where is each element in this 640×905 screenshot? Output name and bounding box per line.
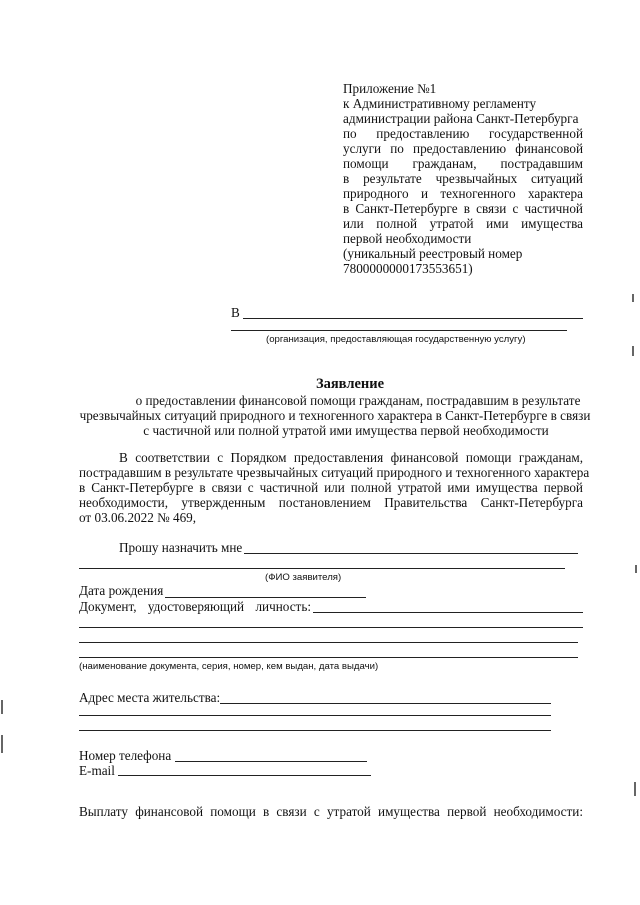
appendix-line: 7800000000173553651) <box>343 261 473 276</box>
subtitle-line: с частичной или полной утратой ими имущества первой необходимости <box>143 423 549 438</box>
appendix-line: к Административному регламенту <box>343 96 537 111</box>
phone-field[interactable] <box>175 761 367 762</box>
scan-edge-mark <box>632 294 634 302</box>
intro-line: В соответствии с Порядком предоставления финансовой помощи гражданам, <box>119 450 583 465</box>
appendix-line: услуги по предоставлению финансовой <box>343 141 583 156</box>
birth-date-field[interactable] <box>165 597 366 598</box>
address-label: Адрес места жительства: <box>79 690 221 705</box>
appendix-line: природного и техногенного характера <box>343 186 583 201</box>
document-label: Документ, удостоверяющий личность: <box>79 599 311 614</box>
email-label: E-mail <box>79 763 115 778</box>
appendix-line: Приложение №1 <box>343 81 437 96</box>
addressee-prefix: В <box>231 305 240 320</box>
appendix-line: (уникальный реестровый номер <box>343 246 523 261</box>
phone-label: Номер телефона <box>79 748 172 763</box>
appendix-line: в Санкт-Петербурге в связи с частичной <box>343 201 583 216</box>
birth-date-label: Дата рождения <box>79 583 164 598</box>
document-title: Заявление <box>315 376 385 392</box>
scan-edge-mark <box>1 700 3 714</box>
appendix-line: в результате чрезвычайных ситуаций <box>343 171 583 186</box>
subtitle-line: чрезвычайных ситуаций природного и техногенного характера в Санкт-Петербурге в связи <box>79 408 591 423</box>
address-field[interactable] <box>220 703 551 704</box>
addressee-field-line-2[interactable] <box>231 330 567 331</box>
intro-line: в Санкт-Петербурге в связи с частичной или полной утратой ими имущества первой <box>79 480 583 495</box>
subtitle-line: о предоставлении финансовой помощи гражданам, пострадавшим в результате <box>135 393 581 408</box>
fio-field[interactable] <box>244 553 578 554</box>
document-field[interactable] <box>313 612 583 613</box>
appendix-line: администрации района Санкт-Петербурга <box>343 111 579 126</box>
document-field-line-3[interactable] <box>79 642 578 643</box>
address-field-line-2[interactable] <box>79 715 551 716</box>
address-field-line-3[interactable] <box>79 730 551 731</box>
appendix-line: первой необходимости <box>343 231 472 246</box>
scan-edge-mark <box>634 782 636 796</box>
addressee-caption: (организация, предоставляющая государственную услугу) <box>266 334 526 345</box>
appendix-line: помощи гражданам, пострадавшим <box>343 156 583 171</box>
scan-edge-mark <box>632 346 634 356</box>
fio-field-line-2[interactable] <box>79 568 565 569</box>
appendix-line: или полной утратой ими имущества <box>343 216 583 231</box>
document-caption: (наименование документа, серия, номер, кем выдан, дата выдачи) <box>79 661 379 672</box>
intro-line: от 03.06.2022 № 469, <box>79 510 197 525</box>
scan-edge-mark <box>1 735 3 753</box>
payment-text: Выплату финансовой помощи в связи с утратой имущества первой необходимости: <box>79 804 583 819</box>
intro-line: пострадавшим в результате чрезвычайных ситуаций природного и техногенного характера <box>79 465 590 480</box>
request-label: Прошу назначить мне <box>119 540 243 555</box>
email-field[interactable] <box>118 775 371 776</box>
scan-edge-mark <box>635 565 637 573</box>
appendix-line: по предоставлению государственной <box>343 126 583 141</box>
document-field-line-2[interactable] <box>79 627 583 628</box>
document-field-line-4[interactable] <box>79 657 578 658</box>
intro-line: необходимости, утвержденным постановлением Правительства Санкт-Петербурга <box>79 495 583 510</box>
fio-caption: (ФИО заявителя) <box>265 572 342 583</box>
addressee-field[interactable] <box>243 318 583 319</box>
